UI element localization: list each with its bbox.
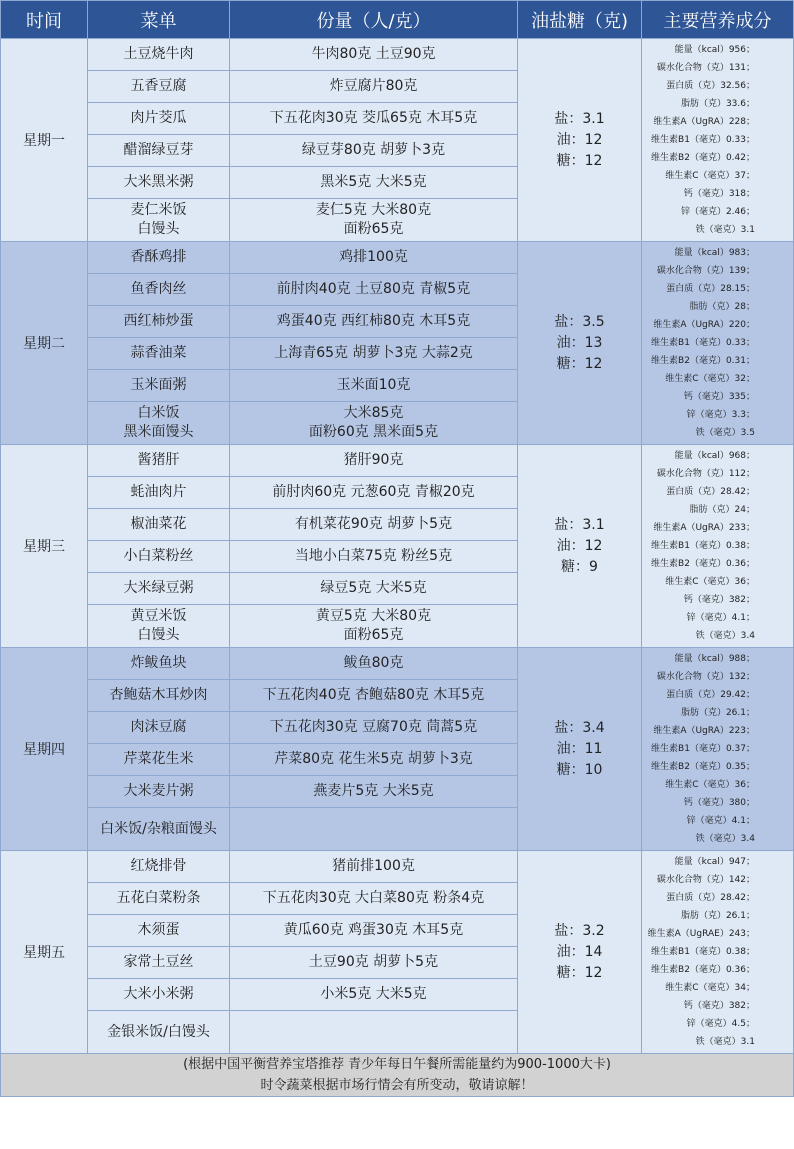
oil-line: 油：14 [556, 943, 603, 960]
oil-line: 油：11 [556, 740, 603, 757]
dish-name-line: 白馒头 [137, 221, 180, 237]
dish-name [88, 648, 230, 680]
header-time: 时间 [1, 1, 88, 39]
portion-line: 猪肝90克 [343, 452, 404, 468]
nutrition-line: 锌（毫克）4.1； [686, 816, 755, 826]
nutrition-line: 碳水化合物（克）112； [656, 469, 755, 479]
header-row [1, 1, 794, 39]
portion-line: 玉米面10克 [336, 377, 411, 393]
portion-line: 鲅鱼80克 [343, 655, 404, 671]
portion-line: 前肘肉40克 土豆80克 青椒5克 [276, 281, 471, 297]
nutrition-line: 维生素A（UgRA）233； [653, 523, 755, 533]
nutrition-info [642, 39, 794, 242]
nutrition-line: 钙（毫克）380； [683, 798, 755, 808]
nutrition-line: 维生素C（毫克）37； [665, 171, 755, 181]
portion [230, 648, 518, 680]
header-portion: 份量（人/克） [230, 1, 518, 39]
nutrition-info [642, 242, 794, 445]
portion [230, 445, 518, 477]
portion-line: 芹菜80克 花生米5克 胡萝卜3克 [274, 751, 473, 767]
header-menu: 菜单 [88, 1, 230, 39]
portion-line: 当地小白菜75克 粉丝5克 [294, 548, 453, 564]
nutrition-line: 蛋白质（克）32.56； [666, 81, 755, 91]
footer-line: 时令蔬菜根据市场行情会有所变动，敬请谅解！ [260, 1078, 534, 1093]
dish-name [88, 135, 230, 167]
dish-name-line: 土豆烧牛肉 [123, 46, 194, 62]
nutrition-line: 能量（kcal）947； [674, 857, 755, 867]
oil-line: 盐：3.4 [554, 719, 605, 736]
portion-line: 下五花肉30克 茭瓜65克 木耳5克 [269, 110, 478, 126]
dish-name [88, 947, 230, 979]
portion [230, 776, 518, 808]
nutrition-line: 能量（kcal）956； [674, 45, 755, 55]
dish-name [88, 103, 230, 135]
portion [230, 167, 518, 199]
dish-name-line: 醋溜绿豆芽 [123, 142, 194, 158]
oil-salt-sugar [518, 648, 642, 851]
nutrition-line: 钙（毫克）318； [683, 189, 755, 199]
day-label: 星期五 [1, 851, 88, 1054]
dish-name [88, 402, 230, 445]
oil-line: 油：12 [556, 537, 603, 554]
dish-name [88, 883, 230, 915]
nutrition-line: 铁（毫克）3.1 [695, 1037, 755, 1047]
dish-name-line: 金银米饭/白馒头 [107, 1023, 210, 1040]
nutrition-line: 能量（kcal）988； [674, 654, 755, 664]
dish-name-line: 杏鲍菇木耳炒肉 [109, 687, 208, 703]
menu-row [1, 648, 794, 680]
dish-name-line: 白米饭 [137, 405, 180, 421]
day-label: 星期三 [1, 445, 88, 648]
oil-line: 油：12 [556, 131, 603, 148]
portion [230, 915, 518, 947]
portion-line: 有机菜花90克 胡萝卜5克 [294, 516, 453, 532]
nutrition-line: 维生素A（UgRA）223； [653, 726, 755, 736]
nutrition-line: 维生素C（毫克）36； [665, 780, 755, 790]
portion [230, 680, 518, 712]
portion-line: 上海青65克 胡萝卜3克 大蒜2克 [274, 345, 473, 361]
portion-line: 炸豆腐片80克 [329, 78, 418, 94]
footer-row [1, 1054, 794, 1097]
portion [230, 306, 518, 338]
dish-name-line: 黄豆米饭 [130, 608, 187, 624]
nutrition-line: 钙（毫克）335； [683, 392, 755, 402]
oil-salt-sugar [518, 445, 642, 648]
portion [230, 242, 518, 274]
oil-line: 糖：12 [556, 152, 603, 169]
day-label: 星期四 [1, 648, 88, 851]
nutrition-line: 能量（kcal）983； [674, 248, 755, 258]
oil-salt-sugar [518, 851, 642, 1054]
oil-line: 糖：9 [561, 558, 598, 575]
dish-name-line: 五香豆腐 [130, 78, 187, 94]
dish-name [88, 370, 230, 402]
dish-name [88, 39, 230, 71]
nutrition-line: 碳水化合物（克）132； [656, 672, 755, 682]
dish-name-line: 大米绿豆粥 [123, 580, 194, 596]
dish-name-line: 红烧排骨 [130, 858, 187, 874]
nutrition-line: 碳水化合物（克）142； [656, 875, 755, 885]
nutrition-line: 脂肪（克）26.1； [680, 911, 755, 921]
nutrition-line: 锌（毫克）4.1； [686, 613, 755, 623]
portion-line: 下五花肉30克 豆腐70克 茼蒿5克 [269, 719, 478, 735]
nutrition-line: 脂肪（克）24； [689, 505, 755, 515]
dish-name-line: 蚝油肉片 [130, 484, 187, 500]
portion [230, 808, 518, 851]
dish-name [88, 242, 230, 274]
portion [230, 103, 518, 135]
portion [230, 509, 518, 541]
dish-name-line: 家常土豆丝 [123, 954, 194, 970]
dish-name [88, 541, 230, 573]
nutrition-line: 维生素B1（毫克）0.37； [651, 744, 755, 754]
portion-line: 面粉65克 [343, 221, 404, 237]
portion [230, 370, 518, 402]
dish-name-line: 白馒头 [137, 627, 180, 643]
nutrition-line: 维生素A（UgRA）228； [653, 117, 755, 127]
dish-name-line: 蒜香油菜 [130, 345, 187, 361]
dish-name [88, 306, 230, 338]
oil-line: 糖：10 [556, 761, 603, 778]
dish-name [88, 1011, 230, 1054]
dish-name [88, 445, 230, 477]
dish-name-line: 西红柿炒蛋 [123, 313, 194, 329]
footer-note [1, 1054, 794, 1097]
portion [230, 883, 518, 915]
portion-line: 下五花肉40克 杏鲍菇80克 木耳5克 [262, 687, 485, 703]
nutrition-info [642, 445, 794, 648]
portion [230, 541, 518, 573]
oil-line: 糖：12 [556, 355, 603, 372]
oil-salt-sugar [518, 242, 642, 445]
dish-name-line: 木须蛋 [137, 922, 180, 938]
header-nutrition: 主要营养成分 [642, 1, 794, 39]
nutrition-line: 铁（毫克）3.4 [695, 834, 755, 844]
nutrition-line: 维生素B1（毫克）0.38； [651, 541, 755, 551]
nutrition-line: 能量（kcal）968； [674, 451, 755, 461]
portion [230, 979, 518, 1011]
header-oil-salt-sugar: 油盐糖（克) [518, 1, 642, 39]
dish-name [88, 338, 230, 370]
nutrition-line: 碳水化合物（克）131； [656, 63, 755, 73]
portion [230, 573, 518, 605]
nutrition-line: 锌（毫克）4.5； [686, 1019, 755, 1029]
portion-line: 小米5克 大米5克 [320, 986, 427, 1002]
dish-name-line: 白米饭/杂粮面馒头 [100, 820, 217, 837]
nutrition-line: 维生素C（毫克）34； [665, 983, 755, 993]
portion [230, 71, 518, 103]
nutrition-line: 维生素B1（毫克）0.33； [651, 135, 755, 145]
nutrition-line: 铁（毫克）3.4 [695, 631, 755, 641]
nutrition-line: 脂肪（克）28； [689, 302, 755, 312]
portion [230, 712, 518, 744]
dish-name-line: 麦仁米饭 [130, 202, 187, 218]
menu-row [1, 445, 794, 477]
dish-name [88, 680, 230, 712]
dish-name [88, 71, 230, 103]
nutrition-line: 维生素B2（毫克）0.36； [651, 965, 755, 975]
dish-name-line: 炸鲅鱼块 [130, 655, 187, 671]
portion [230, 402, 518, 445]
portion [230, 39, 518, 71]
day-label: 星期二 [1, 242, 88, 445]
portion [230, 274, 518, 306]
menu-body [1, 39, 794, 1054]
nutrition-line: 脂肪（克）33.6； [680, 99, 755, 109]
dish-name-line: 鱼香肉丝 [130, 281, 187, 297]
portion-line: 下五花肉30克 大白菜80克 粉条4克 [262, 890, 485, 906]
menu-row [1, 851, 794, 883]
nutrition-line: 维生素B2（毫克）0.36； [651, 559, 755, 569]
dish-name-line: 椒油菜花 [130, 516, 187, 532]
portion-line: 黑米5克 大米5克 [320, 174, 427, 190]
dish-name-line: 黑米面馒头 [123, 424, 194, 440]
nutrition-line: 维生素A（UgRAE）243； [647, 929, 755, 939]
oil-line: 油：13 [556, 334, 603, 351]
nutrition-line: 脂肪（克）26.1； [680, 708, 755, 718]
nutrition-line: 钙（毫克）382； [683, 595, 755, 605]
day-label: 星期一 [1, 39, 88, 242]
dish-name [88, 915, 230, 947]
nutrition-info [642, 648, 794, 851]
dish-name-line: 大米麦片粥 [123, 783, 194, 799]
portion [230, 477, 518, 509]
portion-line: 面粉65克 [343, 627, 404, 643]
dish-name-line: 大米黑米粥 [123, 174, 194, 190]
dish-name-line: 玉米面粥 [130, 377, 187, 393]
dish-name [88, 851, 230, 883]
nutrition-line: 维生素B1（毫克）0.38； [651, 947, 755, 957]
oil-line: 盐：3.1 [554, 110, 605, 127]
footer-line: (根据中国平衡营养宝塔推荐 青少年每日午餐所需能量约为900-1000大卡) [183, 1057, 611, 1072]
dish-name [88, 274, 230, 306]
portion [230, 199, 518, 242]
dish-name [88, 199, 230, 242]
dish-name [88, 509, 230, 541]
oil-line: 盐：3.5 [554, 313, 605, 330]
nutrition-line: 碳水化合物（克）139； [656, 266, 755, 276]
portion [230, 947, 518, 979]
portion-line: 前肘肉60克 元葱60克 青椒20克 [272, 484, 475, 500]
portion [230, 135, 518, 167]
nutrition-line: 维生素B2（毫克）0.31； [651, 356, 755, 366]
dish-name [88, 744, 230, 776]
dish-name-line: 大米小米粥 [123, 986, 194, 1002]
nutrition-line: 蛋白质（克）29.42； [666, 690, 755, 700]
nutrition-line: 维生素B2（毫克）0.35； [651, 762, 755, 772]
dish-name-line: 肉片茭瓜 [130, 110, 187, 126]
portion-line: 鸡排100克 [339, 249, 408, 265]
nutrition-line: 钙（毫克）382； [683, 1001, 755, 1011]
menu-row [1, 39, 794, 71]
portion [230, 851, 518, 883]
portion-line: 面粉60克 黑米面5克 [308, 424, 439, 440]
nutrition-line: 维生素C（毫克）36； [665, 577, 755, 587]
dish-name [88, 776, 230, 808]
dish-name-line: 酱猪肝 [137, 452, 180, 468]
portion-line: 燕麦片5克 大米5克 [313, 783, 434, 799]
portion-line: 麦仁5克 大米80克 [315, 202, 432, 218]
dish-name-line: 小白菜粉丝 [123, 548, 194, 564]
portion-line: 大米85克 [343, 405, 404, 421]
nutrition-line: 维生素B1（毫克）0.33； [651, 338, 755, 348]
portion [230, 744, 518, 776]
oil-line: 盐：3.2 [554, 922, 605, 939]
portion [230, 338, 518, 370]
portion-line: 鸡蛋40克 西红柿80克 木耳5克 [276, 313, 471, 329]
oil-line: 盐：3.1 [554, 516, 605, 533]
dish-name [88, 477, 230, 509]
portion [230, 605, 518, 648]
portion [230, 1011, 518, 1054]
nutrition-line: 维生素A（UgRA）220； [653, 320, 755, 330]
portion-line: 牛肉80克 土豆90克 [311, 46, 436, 62]
oil-line: 糖：12 [556, 964, 603, 981]
dish-name [88, 573, 230, 605]
dish-name-line: 五花白菜粉条 [116, 890, 201, 906]
nutrition-line: 蛋白质（克）28.42； [666, 893, 755, 903]
nutrition-line: 蛋白质（克）28.15； [666, 284, 755, 294]
dish-name [88, 712, 230, 744]
portion-line: 黄瓜60克 鸡蛋30克 木耳5克 [283, 922, 464, 938]
oil-salt-sugar [518, 39, 642, 242]
dish-name-line: 香酥鸡排 [130, 249, 187, 265]
dish-name [88, 979, 230, 1011]
dish-name-line: 肉沫豆腐 [130, 719, 187, 735]
portion-line: 土豆90克 胡萝卜5克 [308, 954, 439, 970]
portion-line: 猪前排100克 [332, 858, 415, 874]
nutrition-line: 铁（毫克）3.1 [695, 225, 755, 235]
portion-line: 黄豆5克 大米80克 [315, 608, 432, 624]
nutrition-line: 锌（毫克）2.46； [680, 207, 755, 217]
nutrition-line: 维生素B2（毫克）0.42； [651, 153, 755, 163]
menu-row [1, 242, 794, 274]
portion-line: 绿豆5克 大米5克 [320, 580, 427, 596]
nutrition-line: 蛋白质（克）28.42； [666, 487, 755, 497]
nutrition-line: 铁（毫克）3.5 [695, 428, 755, 438]
dish-name [88, 808, 230, 851]
portion-line: 绿豆芽80克 胡萝卜3克 [301, 142, 446, 158]
nutrition-line: 维生素C（毫克）32； [665, 374, 755, 384]
dish-name [88, 167, 230, 199]
nutrition-line: 锌（毫克）3.3； [686, 410, 755, 420]
nutrition-info [642, 851, 794, 1054]
dish-name [88, 605, 230, 648]
dish-name-line: 芹菜花生米 [123, 751, 194, 767]
